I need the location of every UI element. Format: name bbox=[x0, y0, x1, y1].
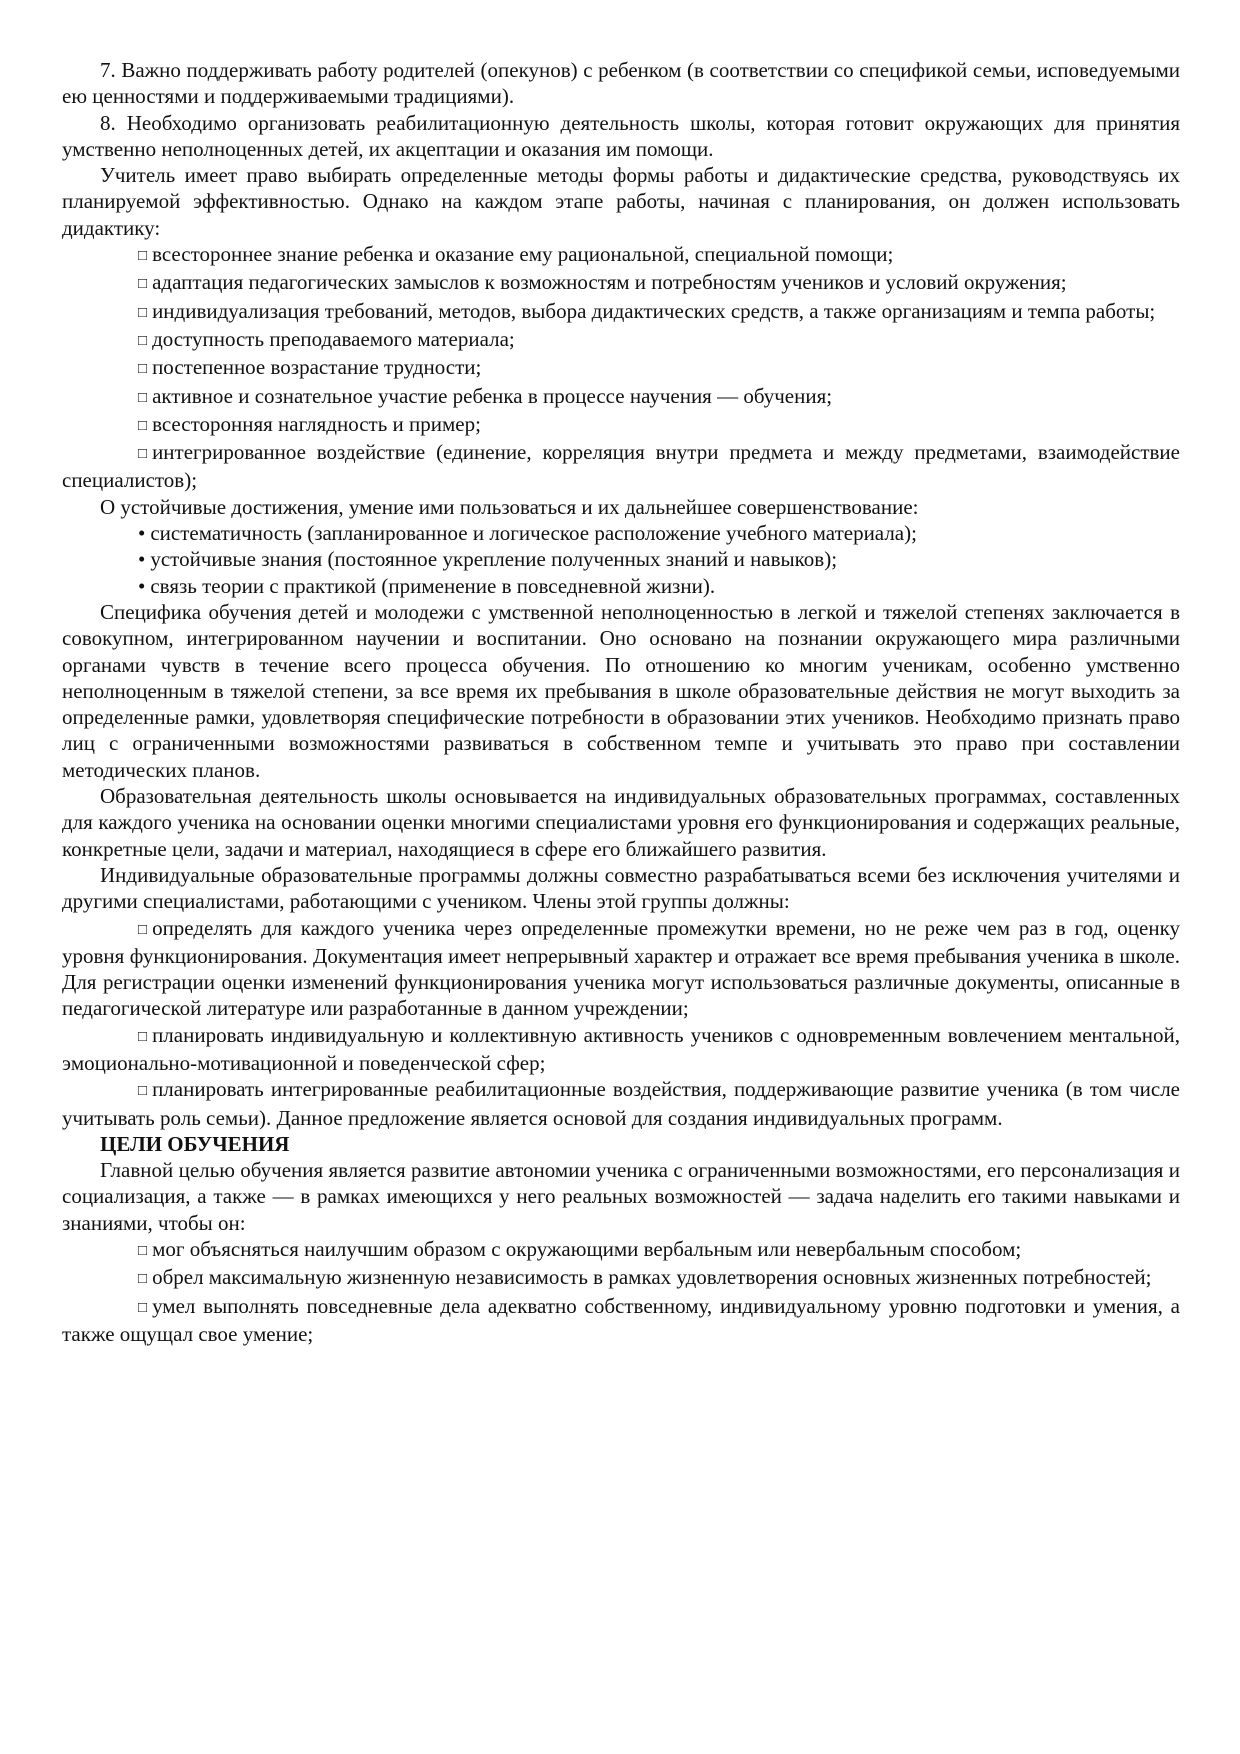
checkbox-square-icon: □ bbox=[138, 332, 148, 349]
list-item bbox=[62, 326, 1180, 354]
list-item-text: определять для каждого ученика через определенные промежутки времени, но не реже чем раз в год, оценку уровня функционирования. Документация имеет непрерывный характер и отражает все время пребывания ученика в школе. Для регистрации оценки изменений функционирования ученика могут использоваться различные документы, описанные в педагогической литературе или разработанные в данном учреждении; bbox=[62, 915, 1180, 1021]
paragraph-educational-activity bbox=[62, 783, 1180, 862]
paragraph-stable-achievements bbox=[62, 494, 1180, 520]
list-item bbox=[62, 1264, 1180, 1292]
checkbox-square-icon: □ bbox=[138, 361, 148, 378]
paragraph-text: Индивидуальные образовательные программы должны совместно разрабатываться всеми без исключения учителями и другими специалистами, работающими с учеником. Члены этой группы должны: bbox=[62, 862, 1180, 914]
list-item-text: индивидуализация требований, методов, выбора дидактических средств, а также организациям и темпа работы; bbox=[152, 298, 1156, 323]
list-item bbox=[62, 354, 1180, 382]
paragraph-text: 7. Важно поддерживать работу родителей (опекунов) с ребенком (в соответствии со спецификой семьи, исповедуемыми ею ценностями и поддерживаемыми традициями). bbox=[62, 58, 1180, 109]
bullet-item-text: связь теории с практикой (применение в повседневной жизни). bbox=[150, 573, 716, 598]
list-item bbox=[62, 241, 1180, 269]
checkbox-square-icon: □ bbox=[138, 248, 148, 265]
bullet-item bbox=[62, 546, 1180, 572]
paragraph-text: О устойчивые достижения, умение ими пользоваться и их дальнейшее совершенствование: bbox=[100, 494, 919, 519]
list-item bbox=[62, 411, 1180, 439]
list-item-text: постепенное возрастание трудности; bbox=[152, 355, 482, 380]
list-item bbox=[62, 298, 1180, 326]
paragraph-text: Главной целью обучения является развитие автономии ученика с ограниченными возможностями, его персонализация и социализация, а также — в рамках имеющихся у него реальных возможностей — задача наделить его такими навыками и знаниями, чтобы он: bbox=[62, 1158, 1180, 1235]
list-item bbox=[62, 1293, 1180, 1348]
list-item bbox=[62, 269, 1180, 297]
section-heading-text: ЦЕЛИ ОБУЧЕНИЯ bbox=[100, 1131, 290, 1156]
list-item-text: обрел максимальную жизненную независимость в рамках удовлетворения основных жизненных потребностей; bbox=[152, 1265, 1152, 1290]
checkbox-square-icon: □ bbox=[138, 389, 148, 406]
checkbox-square-icon: □ bbox=[138, 1083, 148, 1100]
list-item-text: мог объясняться наилучшим образом с окружающими вербальным или невербальным способом; bbox=[152, 1237, 1022, 1262]
list-item bbox=[62, 1022, 1180, 1077]
bullet-item bbox=[62, 520, 1180, 546]
list-item-text: интегрированное воздействие (единение, корреляция внутри предмета и между предметами, взаимодействие специалистов); bbox=[62, 440, 1180, 493]
checkbox-square-icon: □ bbox=[138, 446, 148, 463]
bullet-item bbox=[62, 573, 1180, 599]
checkbox-square-icon: □ bbox=[138, 304, 148, 321]
list-item-text: планировать интегрированные реабилитационные воздействия, поддерживающие развитие ученика (в том числе учитывать роль семьи). Данное предложение является основой для создания индивидуальных программ. bbox=[62, 1077, 1180, 1130]
list-item bbox=[62, 915, 1180, 1022]
bullet-dot-icon: • bbox=[138, 521, 146, 546]
checkbox-square-icon: □ bbox=[138, 417, 148, 434]
document-page bbox=[62, 57, 1180, 1347]
paragraph-item-8 bbox=[62, 110, 1180, 163]
checkbox-square-icon: □ bbox=[138, 1243, 148, 1260]
paragraph-item-7 bbox=[62, 57, 1180, 110]
list-item bbox=[62, 439, 1180, 494]
list-item-text: умел выполнять повседневные дела адекватно собственному, индивидуальному уровню подготовки и умения, а также ощущал свое умение; bbox=[62, 1293, 1180, 1346]
paragraph-text: Специфика обучения детей и молодежи с умственной неполноценностью в легкой и тяжелой степенях заключается в совокупном, интегрированном научении и воспитании. Оно основано на познании окружающего мира различными органами чувств в течение всего процесса обучения. По отношению ко многим ученикам, особенно умственно неполноценным в тяжелой степени, за все время их пребывания в школе образовательные действия не могут выходить за определенные рамки, удовлетворяя специфические потребности в образовании этих учеников. Необходимо признать право лиц с ограниченными возможностями развиваться в собственном темпе и учитывать это право при составлении методических планов. bbox=[62, 599, 1180, 782]
list-item bbox=[62, 383, 1180, 411]
section-heading bbox=[62, 1131, 1180, 1157]
paragraph-text: Образовательная деятельность школы основывается на индивидуальных образовательных программах, составленных для каждого ученика на основании оценки многими специалистами уровня его функционирования и содержащих реальные, конкретные цели, задачи и материал, находящиеся в сфере его ближайшего развития. bbox=[62, 784, 1180, 861]
list-item-text: адаптация педагогических замыслов к возможностям и потребностям учеников и условий окружения; bbox=[152, 270, 1067, 295]
checkbox-square-icon: □ bbox=[138, 276, 148, 293]
checkbox-square-icon: □ bbox=[138, 921, 148, 938]
paragraph-text: Учитель имеет право выбирать определенные методы формы работы и дидактические средства, руководствуясь их планируемой эффективностью. Однако на каждом этапе работы, начиная с планирования, он должен использовать дидактику: bbox=[62, 163, 1180, 240]
bullet-item-text: систематичность (запланированное и логическое расположение учебного материала); bbox=[150, 521, 917, 546]
paragraph-specifics bbox=[62, 599, 1180, 783]
list-item-text: планировать индивидуальную и коллективную активность учеников с одновременным вовлечением ментальной, эмоционально-мотивационной и поведенческой сфер; bbox=[62, 1022, 1180, 1075]
checkbox-square-icon: □ bbox=[138, 1271, 148, 1288]
checkbox-square-icon: □ bbox=[138, 1028, 148, 1045]
paragraph-teacher-methods bbox=[62, 162, 1180, 241]
paragraph-individual-programs bbox=[62, 862, 1180, 915]
list-item-text: всестороннее знание ребенка и оказание ему рациональной, специальной помощи; bbox=[152, 242, 894, 267]
paragraph-main-goal bbox=[62, 1157, 1180, 1236]
list-item bbox=[62, 1236, 1180, 1264]
list-item-text: активное и сознательное участие ребенка в процессе научения — обучения; bbox=[152, 383, 833, 408]
list-item bbox=[62, 1076, 1180, 1131]
bullet-dot-icon: • bbox=[138, 573, 146, 598]
bullet-dot-icon: • bbox=[138, 547, 146, 572]
list-item-text: доступность преподаваемого материала; bbox=[152, 326, 515, 351]
bullet-item-text: устойчивые знания (постоянное укрепление полученных знаний и навыков); bbox=[150, 547, 838, 572]
checkbox-square-icon: □ bbox=[138, 1299, 148, 1316]
list-item-text: всесторонняя наглядность и пример; bbox=[152, 411, 481, 436]
paragraph-text: 8. Необходимо организовать реабилитационную деятельность школы, которая готовит окружающих для принятия умственно неполноценных детей, их акцептации и оказания им помощи. bbox=[62, 110, 1180, 161]
